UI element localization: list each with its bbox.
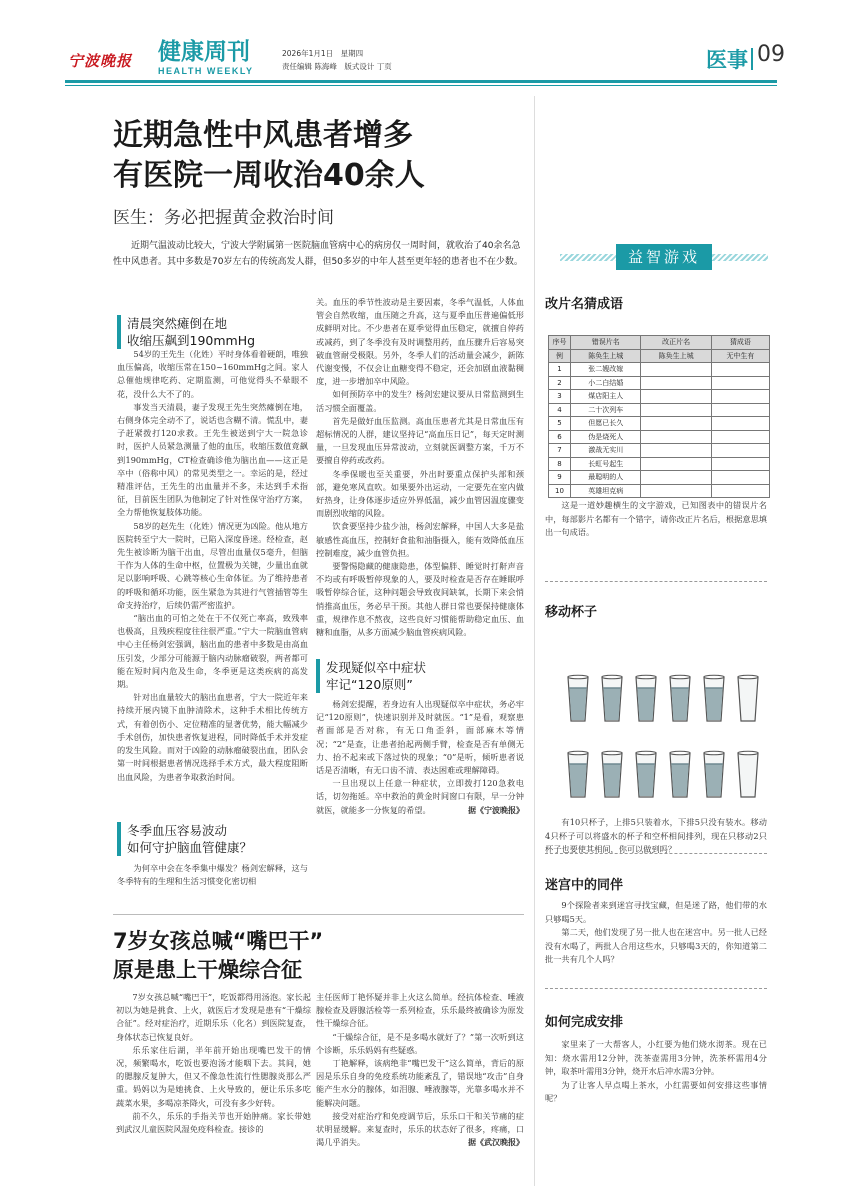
table-cell: [711, 471, 769, 485]
cup-empty-icon: [735, 674, 761, 724]
table-cell: 张二嫂改嫁: [571, 363, 641, 377]
table-cell: 4: [549, 403, 571, 417]
table-cell: [711, 403, 769, 417]
table-cell: 6: [549, 430, 571, 444]
cup-full-icon: [667, 750, 693, 800]
table-cell: 但愿已长久: [571, 417, 641, 431]
paragraph: 要警惕隐藏的健康隐患，体型偏胖、睡觉时打鼾声音不均或有呼吸暂停现象的人，要及时检查是否存在睡眠呼吸暂停综合征，这种问题会导致夜间缺氧，长期下来会悄悄推高血压，务必早干预。其他人群日常也要保持健康体重，规律作息不熬夜，这些良好习惯能帮助稳定血压、血糖和血脂，从多方面减少脑血管疾病风险。: [316, 561, 524, 638]
cup-full-icon: [701, 674, 727, 724]
table-cell: 例: [549, 349, 571, 363]
story2-headline: 7岁女孩总喊“嘴巴干” 原是患上干燥综合征: [113, 929, 324, 982]
brand-title: 健康周刊: [158, 39, 250, 65]
table-cell: 最聪明的人: [571, 471, 641, 485]
table-row: [549, 444, 770, 458]
paragraph: 事发当天清晨，妻子发现王先生突然瘫倒在地，右侧身体完全动不了，说话也含糊不清。慌乱中，妻子赶紧拨打120求救。王先生被送到宁大一院急诊时，医护人员紧急测量了他的血压，收缩压数值竟飙到190mmHg，CT检查确诊他为脑出血——这正是卒中（俗称中风）的常见类型之一。幸运的是，经过精准评估，王先生的出血量并不多，未达到手术指征，目前医生团队为他制定了针对性保守治疗方案，全力帮他恢复肢体功能。: [117, 401, 308, 518]
table-cell: [711, 376, 769, 390]
cup-full-icon: [633, 674, 659, 724]
dashed-divider: [545, 988, 767, 989]
story2-source: 据《武汉晚报》: [468, 1138, 524, 1148]
story-divider: [113, 914, 524, 915]
table-cell: [711, 457, 769, 471]
puzzle2-title: 移动杯子: [545, 605, 598, 620]
table-cell: [711, 444, 769, 458]
story1-subheading-1: 清晨突然瘫倒在地 收缩压飙到190mmHg: [117, 315, 307, 349]
paragraph: 接受对症治疗和免疫调节后，乐乐口干和关节痛的症状明显缓解。来复查时，乐乐的状态好了很多，疼痛，口渴几乎消失。 据《武汉晚报》: [316, 1110, 524, 1150]
paragraph: 58岁的赵先生（化姓）情况更为凶险。他从地方医院转至宁大一院时，已陷入深度昏迷。经检查，赵先生被诊断为脑干出血，尽管出血量仅5毫升，但脑干作为人体的生命中枢，位置极为关键，少量出血就足以影响呼吸、心跳等核心生命体征。为了维持患者的呼吸和循环功能，医生紧急为其进行气管插管等生命支持治疗，后续仍需严密监护。: [117, 520, 308, 610]
table-cell: 9: [549, 471, 571, 485]
story1-subhead: 医生：务必把握黄金救治时间: [113, 208, 334, 228]
table-row: [549, 376, 770, 390]
table-body: [549, 349, 770, 498]
cup-full-icon: [565, 674, 591, 724]
puzzle4-text: 家里来了一大帮客人，小红要为他们烧水沏茶。现在已知：烧水需用12分钟，洗茶壶需用3分钟，洗茶杯需用4分钟，取茶叶需用3分钟，烧开水后冲水需3分钟。 为了让客人早点喝上茶水，小红需要如何安排这些事情呢？: [545, 1039, 767, 1103]
table-cell: 8: [549, 457, 571, 471]
page-number: 09: [757, 42, 785, 67]
paragraph: 乐乐家住后湖，半年前开始出现嘴巴发干的情况，频繁喝水，吃饭也要泡汤才能咽下去。其间，她的腮腺反复肿大，但又不像急性流行性腮腺炎那么严重。妈妈以为是她挑食、上火导致的，便让乐乐多吃蔬菜水果，多喝凉茶降火，可没有多少好转。: [116, 1044, 311, 1108]
cup-full-icon: [565, 750, 591, 800]
story1-column-2-tail: [316, 698, 524, 817]
cup-full-icon: [667, 674, 693, 724]
table-cell: 3: [549, 390, 571, 404]
table-cell: [641, 430, 711, 444]
table-cell: 陈奂生上城: [571, 349, 641, 363]
paragraph: 杨剑宏提醒，若身边有人出现疑似卒中症状，务必牢记“120原则”，快速识别并及时就医。“1”是看，观察患者面部是否对称，有无口角歪斜，面部麻木等情况；“2”是查，让患者抬起两侧手臂，检查是否有单侧无力、抬不起来或下落过快的现象；“0”是听，倾听患者说话是否清晰，有无口齿不清、表达困难或理解障碍。: [316, 699, 524, 776]
column-divider: [534, 96, 535, 1186]
table-cell: 二十次列车: [571, 403, 641, 417]
table-row: [549, 417, 770, 431]
cups-row-top: [565, 674, 765, 724]
banner-label: 益智游戏: [616, 244, 712, 270]
story1-column-1-tail: [117, 862, 308, 888]
paragraph: 主任医师丁艳怀疑并非上火这么简单。经抗体检查、唾液腺检查及唇腺活检等一系列检查，乐乐最终被确诊为原发性干燥综合征。: [316, 992, 524, 1029]
table-row: [549, 363, 770, 377]
story1-subheading-3: 发现疑似卒中症状 牢记“120原则”: [316, 659, 524, 693]
paragraph: 丁艳解释，该病绝非“嘴巴发干”这么简单，背后的原因是乐乐自身的免疫系统功能紊乱了，错误地“攻击”自身能产生水分的腺体，如泪腺、唾液腺等，光靠多喝水并不能解决问题。: [316, 1058, 524, 1108]
cup-full-icon: [701, 750, 727, 800]
movie-title-table: [548, 335, 770, 498]
puzzle-banner: [560, 244, 768, 270]
paragraph: 54岁的王先生（化姓）平时身体看着硬朗，唯独血压偏高，收缩压常在150~160mmHg之间。家人总催他规律吃药、定期监测，可他觉得头不晕眼不花，没什么大不了的。: [117, 349, 308, 399]
table-cell: 1: [549, 363, 571, 377]
cups-illustration: [565, 674, 765, 826]
paragraph: 关。血压的季节性波动是主要因素，冬季气温低，人体血管会自然收缩，血压随之升高，这与夏季血压普遍偏低形成鲜明对比。不少患者在夏季觉得血压稳定，就擅自停药或减药，到了冬季没有及时调整用药，血压骤升后容易突破血管耐受极限。另外，冬季人们的活动量会减少，新陈代谢变慢，不仅会让血糖变得不稳定，还会加剧血液黏稠度，进一步增加卒中风险。: [316, 297, 524, 387]
dashed-divider: [545, 853, 767, 854]
cup-full-icon: [599, 750, 625, 800]
table-cell: [641, 484, 711, 498]
table-row: [549, 403, 770, 417]
brand-subtitle: HEALTH WEEKLY: [158, 66, 254, 76]
table-cell: 5: [549, 417, 571, 431]
table-cell: 煤店阳主人: [571, 390, 641, 404]
table-cell: 陈奂生上城: [641, 349, 711, 363]
editor-credits: 责任编辑 陈海峰 版式设计 丁页: [282, 62, 392, 71]
header-rule: [65, 80, 777, 83]
paragraph: 冬季保暖也至关重要，外出时要重点保护头部和颈部，避免寒风直吹。如果要外出运动，一定要先在室内做好热身，让身体逐步适应外界低温，减少血管因温度骤变而剧烈收缩的风险。: [316, 468, 524, 519]
cups-row-bottom: [565, 750, 765, 800]
table-cell: 10: [549, 484, 571, 498]
puzzle3-title: 迷宫中的同伴: [545, 878, 624, 893]
paragraph: 饮食要坚持少盐少油，杨剑宏解释，中国人大多是盐敏感性高血压，控制好食盐和油脂摄入，能有效降低血压控制难度，减少血管负担。: [316, 521, 524, 558]
table-row: [549, 484, 770, 498]
dashed-divider: [545, 581, 767, 582]
cup-full-icon: [599, 674, 625, 724]
table-row: [549, 471, 770, 485]
paragraph: 针对出血量较大的脑出血患者，宁大一院近年来持续开展内镜下血肿清除术，这种手术相比传统方式，有着创伤小、定位精准的显著优势，能大幅减少手术创伤，加快患者恢复进程，同时降低手术并发症的发生风险。而对于凶险的动脉瘤破裂出血，团队会第一时间根据患者情况选择手术方式，最大程度阻断出血风险，为患者争取救治时间。: [117, 692, 308, 782]
table-cell: 小二白结婚: [571, 376, 641, 390]
paper-logo: 宁波晚报: [68, 52, 133, 70]
table-cell: [711, 363, 769, 377]
story2-column-2: [316, 991, 524, 1149]
story2-column-1: [116, 991, 311, 1136]
table-cell: [711, 484, 769, 498]
table-cell: 无中生有: [711, 349, 769, 363]
paragraph: 为何卒中会在冬季集中爆发？杨剑宏解释，这与冬季特有的生理和生活习惯变化密切相: [117, 863, 308, 887]
puzzle1-text: 这是一道妙趣横生的文字游戏，已知图表中的错误片名中，每部影片名都有一个错字，请你改正片名后，根据意思填出一句成语。: [545, 500, 767, 537]
story1-subheading-2: 冬季血压容易波动 如何守护脑血管健康？: [117, 822, 307, 856]
table-row: [549, 430, 770, 444]
table-cell: [641, 417, 711, 431]
puzzle1-title: 改片名猜成语: [545, 297, 624, 312]
table-cell: [641, 444, 711, 458]
brand-logo: [158, 39, 270, 83]
table-cell: [711, 417, 769, 431]
table-cell: 激战无实川: [571, 444, 641, 458]
story1-headline: 近期急性中风患者增多 有医院一周收治40余人: [113, 118, 425, 193]
story1-lead: 近期气温波动比较大，宁波大学附属第一医院脑血管病中心的病房仅一周时间，就收治了40余名急性中风患者。其中多数是70岁左右的传统高发人群，但50多岁的中年人甚至更年轻的患者也不在少数。: [113, 241, 523, 267]
table-header-row: 序号 错误片名 改正片名 猜成语: [549, 336, 770, 350]
paragraph: 一旦出现以上任意一种症状，立即拨打120急救电话，切勿拖延。卒中救治的黄金时间窗口有限，早一分钟就医，就能多一分恢复的希望。 据《宁波晚报》: [316, 777, 524, 817]
story1-column-2: [316, 296, 524, 639]
paragraph: 首先是做好血压监测。高血压患者尤其是日常血压有超标情况的人群，建议坚持记“高血压日记”，每天定时测量，一旦发现血压异常波动，立刻就医调整方案，千万不要擅自停药或改药。: [316, 415, 524, 466]
paragraph: “脑出血的可怕之处在于不仅死亡率高，致残率也极高，且残疾程度往往很严重。”宁大一院脑血管病中心主任杨剑宏强调，脑出血的患者中多数是由高血压引发，少部分可能源于脑内动脉瘤破裂，两者都可能在短时间内危及生命，冬季更是这类疾病的高发期。: [117, 613, 308, 690]
table-row: [549, 349, 770, 363]
issue-info: [282, 47, 392, 73]
paragraph: 前不久，乐乐的手指关节也开始肿痛。家长带她到武汉儿童医院风湿免疫科检查。接诊的: [116, 1110, 311, 1135]
issue-date: 2026年1月1日 星期四: [282, 49, 364, 58]
table-cell: 伪是烧死人: [571, 430, 641, 444]
table-cell: [711, 430, 769, 444]
story1-source: 据《宁波晚报》: [468, 805, 524, 815]
table-cell: [641, 363, 711, 377]
paragraph: 7岁女孩总喊“嘴巴干”，吃饭都得用汤泡。家长起初以为她是挑食、上火，就医后才发现是患有“干燥综合征”。经对症治疗，近期乐乐（化名）到医院复查，身体状态已恢复良好。: [116, 992, 311, 1042]
table-cell: [641, 376, 711, 390]
table-cell: [641, 390, 711, 404]
table-cell: [641, 457, 711, 471]
header-rule-thin: [65, 85, 777, 86]
table-row: [549, 390, 770, 404]
paragraph: “干燥综合征，是不是多喝水就好了？”第一次听到这个诊断，乐乐妈妈有些疑惑。: [316, 1031, 524, 1055]
table-cell: 7: [549, 444, 571, 458]
story1-column-1: [117, 348, 308, 784]
cup-full-icon: [633, 750, 659, 800]
masthead: [0, 0, 842, 92]
section-name: 医事: [706, 48, 748, 72]
table-row: [549, 457, 770, 471]
table-cell: [641, 403, 711, 417]
puzzle3-text: 9个探险者来到迷宫寻找宝藏，但是迷了路，他们带的水只够喝5天。 第二天，他们发现了另一批人也在迷宫中。另一批人已经没有水喝了，两批人合用这些水，只够喝3天的，你知道第二批一共有几个人吗？: [545, 900, 767, 964]
cup-empty-icon: [735, 750, 761, 800]
section-divider: [751, 48, 753, 70]
table-cell: 长虹号起生: [571, 457, 641, 471]
table-cell: 2: [549, 376, 571, 390]
paragraph: 如何预防卒中的发生？杨剑宏建议要从日常监测到生活习惯全面覆盖。: [316, 389, 524, 413]
table-cell: 英雄坦克病: [571, 484, 641, 498]
puzzle4-title: 如何完成安排: [545, 1015, 624, 1030]
table-cell: [711, 390, 769, 404]
puzzle2-text: 有10只杯子，上排5只装着水，下排5只没有装水。移动4只杯子可以将盛水的杯子和空杯相间排列，现在只移动2只杯子也要使其相间，你可以做到吗？: [545, 817, 767, 854]
table-cell: [641, 471, 711, 485]
